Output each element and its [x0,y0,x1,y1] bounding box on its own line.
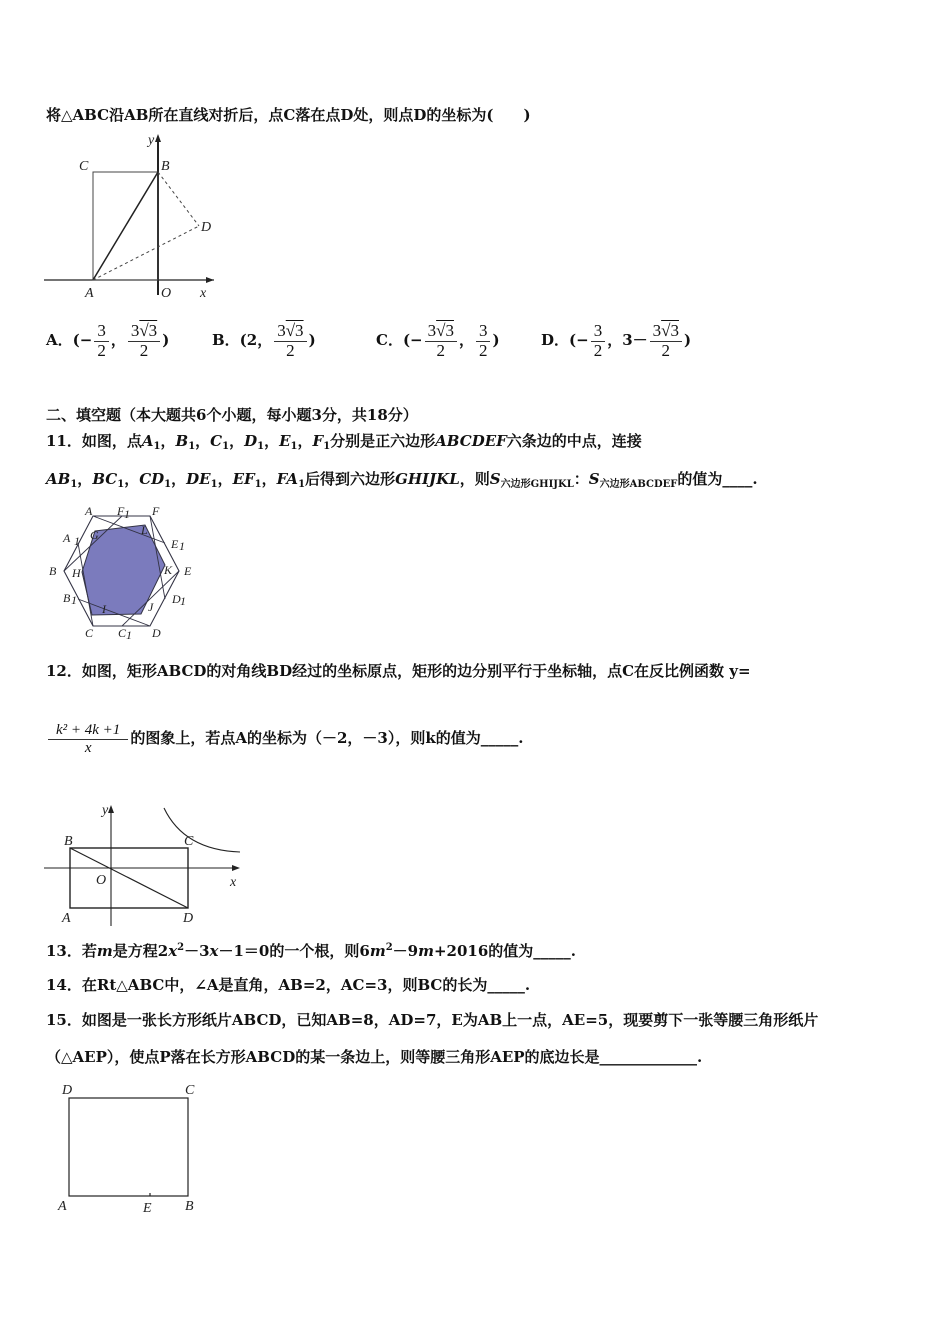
x-axis-arrow [206,277,214,283]
q10-option-d[interactable]: D．(− $\frac{3}{2}$ ，3－ $\frac{3√3}{2}$ ) [541,321,692,360]
label-c: C [185,1083,195,1098]
q10-option-c[interactable]: C．(− $\frac{3√3}{2}$ ， $\frac{3}{2}$ ) [376,321,500,360]
label-e: E [184,564,192,578]
label-e: E [143,1201,152,1216]
label-c: C [85,626,94,640]
q11-hexagon-figure [44,502,204,642]
label-e1-sub: 1 [179,539,185,553]
q12-line2: $\frac{\text{k² + 4k +1}}{x}$ 的图象上，若点A的坐标为（－2，－3），则k的值为_____. [46,722,523,756]
q11-line1: 11．如图，点$A_1$，$B_1$，$C_1$，$D_1$，$E_1$，$F_1$分别是正六边形ABCDEF六条边的中点，连接 [46,432,642,452]
label-a1: A [63,531,71,545]
label-a1-sub: 1 [74,534,80,548]
label-d1-sub: 1 [180,594,186,608]
label-f1-sub: 1 [124,507,130,521]
label-b1: B [63,591,71,605]
label-g: G [90,528,99,542]
label-d: D [152,626,161,640]
label-i: I [102,602,106,616]
label-d: D [62,1083,73,1098]
label-b: B [64,834,73,849]
q12-line1: 12．如图，矩形ABCD的对角线BD经过的坐标原点，矩形的边分别平行于坐标轴，点C在反比例函数 y= [46,662,751,680]
label-b: B [161,159,170,174]
q13: 13．若m是方程$2x^2-3x-1=0$的一个根，则$6m^2-9m+2016$的值为_____. [46,942,577,960]
label-b: B [49,564,57,578]
q10-option-b[interactable]: B．(2， $\frac{3√3}{2}$ ) [212,321,316,360]
section-heading: 二、填空题（本大题共6个小题，每小题3分，共18分） [46,406,418,424]
q10-figure [44,130,224,300]
label-f: F [152,504,160,518]
label-a: A [58,1199,67,1214]
label-x: x [230,875,237,890]
label-d: D [201,220,212,235]
label-a: A [85,504,93,518]
label-c: C [184,834,194,849]
label-b1-sub: 1 [71,593,77,607]
label-o: O [96,873,107,888]
label-b: B [185,1199,194,1214]
label-l: L [141,523,148,537]
label-d1: D [172,592,181,606]
label-o: O [161,286,172,300]
label-a: A [62,911,71,926]
y-axis-arrow [108,805,114,813]
q15-line2: （△AEP），使点P落在长方形ABCD的某一条边上，则等腰三角形AEP的底边长是_____________. [46,1048,703,1066]
label-x: x [200,286,207,300]
label-j: J [148,600,154,614]
x-axis-arrow [232,865,240,871]
y-axis-arrow [155,134,161,142]
label-y: y [148,133,155,148]
q14: 14．在Rt△ABC中，∠A是直角，AB=2，AC=3，则BC的长为_____. [46,976,531,994]
label-c1: C [118,626,127,640]
q12-figure [44,800,244,928]
q11-line2: $AB_1$，$BC_1$，$CD_1$，$DE_1$，$EF_1$，$FA_1$后得到六边形GHIJKL，则$S_{六边形GHIJKL}$：$S_{六边形ABCDEF}$的值为____. [46,470,758,490]
label-a: A [85,286,94,300]
label-c: C [79,159,89,174]
segment-bd [158,172,199,226]
label-c1-sub: 1 [126,628,132,642]
rectangle-abcd [69,1098,188,1196]
label-y: y [102,803,109,818]
label-k: K [164,563,173,577]
label-h: H [72,566,81,580]
label-e1: E [171,537,179,551]
hyperbola-branch [164,808,240,852]
q10-stem: 将△ABC沿AB所在直线对折后，点C落在点D处，则点D的坐标为( ) [46,106,531,124]
label-f1: F [117,504,125,518]
q15-line1: 15．如图是一张长方形纸片ABCD，已知AB=8，AD=7，E为AB上一点，AE=5，现要剪下一张等腰三角形纸片 [46,1011,819,1029]
label-d: D [183,911,194,926]
diagonal-bd [70,848,188,908]
q10-option-a[interactable]: A．(− $\frac{3}{2}$ ， $\frac{3√3}{2}$ ) [46,321,170,360]
q15-figure [56,1078,206,1218]
